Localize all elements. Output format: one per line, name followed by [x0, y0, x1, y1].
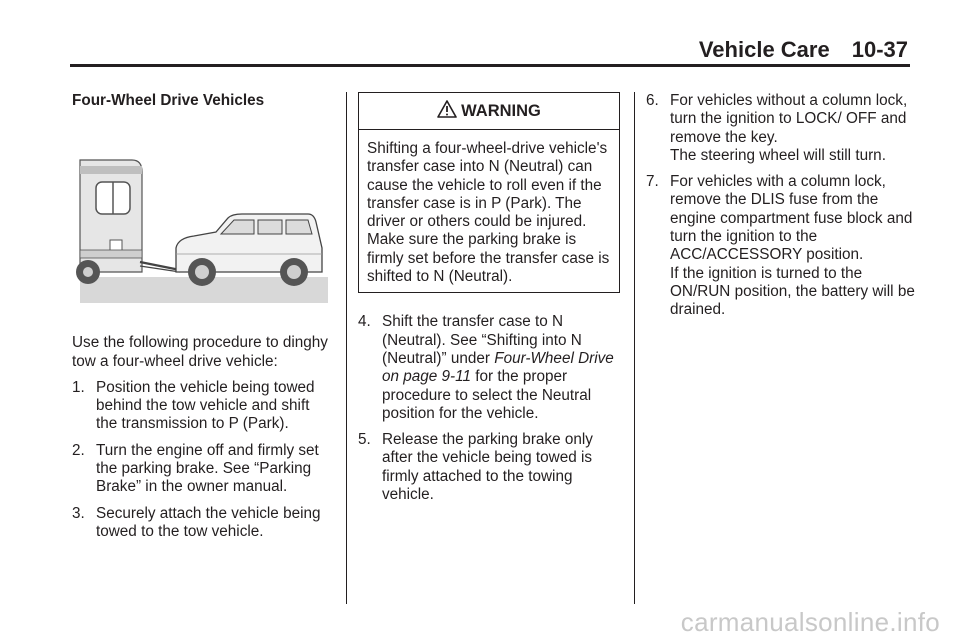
step-text-part: Shift the transfer case to N (Neutral). See “Shifting into N (Neutral)” under: [382, 313, 582, 367]
column-divider: [346, 92, 347, 604]
cross-reference: Four-Wheel Drive on page 9-11: [382, 349, 614, 386]
step-text: [382, 313, 620, 423]
step-number: 7.: [646, 173, 659, 191]
list-item: [358, 313, 620, 423]
towing-illustration: [76, 122, 328, 312]
step-text: Turn the engine off and firmly set the parking brake. See “Parking Brake” in the owner manual.: [96, 441, 319, 496]
warning-box: [358, 92, 620, 293]
step-text: Securely attach the vehicle being towed to the tow vehicle.: [96, 504, 321, 540]
warning-triangle-icon: [437, 100, 457, 122]
column-2: [358, 92, 620, 512]
column-1: [72, 92, 334, 549]
step-body: [670, 92, 916, 165]
step-number: 3.: [72, 504, 85, 522]
list-item: [72, 442, 334, 497]
step-text: Release the parking brake only after the vehicle being towed is firmly attached to the towing vehicle.: [382, 431, 593, 504]
header-rule: [70, 64, 910, 67]
step-note: If the ignition is turned to the ON/RUN position, the battery will be drained.: [670, 264, 915, 319]
subheading: Four-Wheel Drive Vehicles: [72, 92, 265, 109]
step-text: For vehicles without a column lock, turn the ignition to LOCK/ OFF and remove the key.: [670, 92, 908, 146]
section-title: Vehicle Care: [698, 37, 830, 62]
step-note: The steering wheel will still turn.: [670, 146, 886, 164]
warning-title: WARNING: [461, 101, 541, 120]
column-divider: [634, 92, 635, 604]
step-number: 4.: [358, 313, 371, 331]
list-item: [646, 92, 916, 165]
watermark: carmanualsonline.info: [680, 607, 940, 637]
step-number: 2.: [72, 441, 85, 459]
warning-header: [359, 93, 619, 130]
step-number: 5.: [358, 431, 371, 449]
list-item: [646, 173, 916, 319]
column-3: [646, 92, 916, 328]
motorhome-towing-suv-image: [76, 122, 328, 312]
step-text: For vehicles with a column lock, remove the DLIS fuse from the engine compartment fuse block and turn the ignition to the ACC/ACCESSORY position.: [670, 173, 913, 264]
page-header: [699, 37, 908, 63]
step-text-part: for the proper procedure to select the Neutral position for the vehicle.: [382, 368, 592, 422]
list-item: [72, 505, 334, 542]
step-number: 6.: [646, 92, 659, 109]
list-item: [358, 431, 620, 504]
page-number: 10-37: [851, 37, 908, 62]
step-text: Position the vehicle being towed behind the tow vehicle and shift the transmission to P (Park).: [96, 378, 315, 433]
intro-paragraph: Use the following procedure to dinghy tow a four-wheel drive vehicle:: [72, 334, 328, 370]
warning-text: Shifting a four-wheel-drive vehicle's transfer case into N (Neutral) can cause the vehicle to roll even if the transfer case is in P (Park). The driver or others could be injured. Make sure the parking brake is firmly set before the transfer case is shifted to N (Neutral).: [367, 140, 610, 286]
step-number: 1.: [72, 378, 85, 396]
list-item: [72, 379, 334, 434]
step-body: [670, 173, 916, 319]
